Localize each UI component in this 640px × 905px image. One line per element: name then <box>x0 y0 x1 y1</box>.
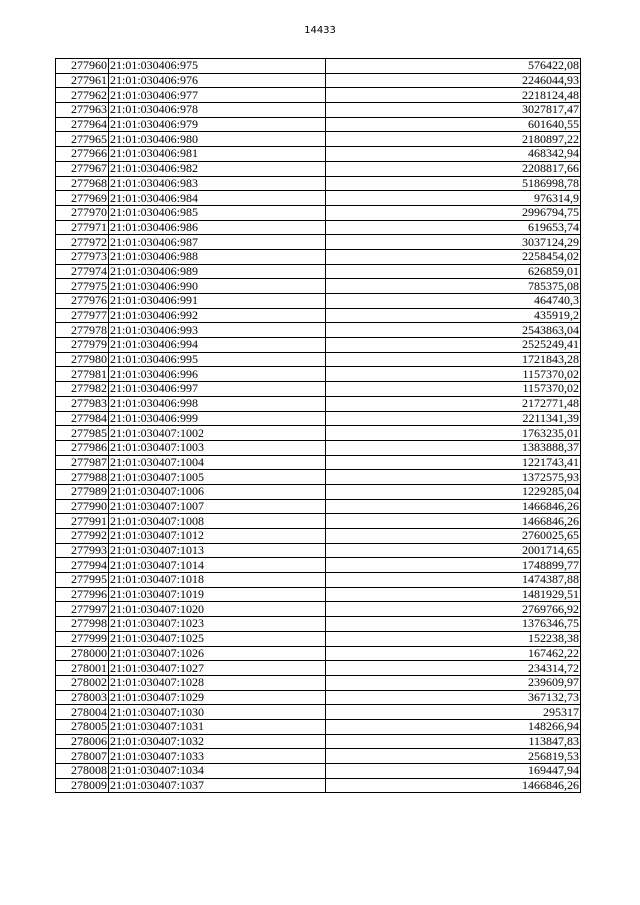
table-row <box>56 631 581 646</box>
cadastral-value-cell: 1763235,01 <box>326 426 581 441</box>
cadastral-value-cell: 1372575,93 <box>326 470 581 485</box>
cadastral-value-cell: 2769766,92 <box>326 602 581 617</box>
cadastral-value-cell: 1229285,04 <box>326 484 581 499</box>
cadastral-value-cell: 2172771,48 <box>326 396 581 411</box>
table-row <box>56 117 581 132</box>
table-row <box>56 205 581 220</box>
row-id-cell: 277974 <box>56 264 109 279</box>
table-row <box>56 147 581 162</box>
cadastral-value-cell: 2246044,93 <box>326 73 581 88</box>
cadastral-value-cell: 2001714,65 <box>326 543 581 558</box>
cadastral-value-cell: 2525249,41 <box>326 338 581 353</box>
table-row <box>56 396 581 411</box>
table-row <box>56 279 581 294</box>
cadastral-value-cell: 619653,74 <box>326 220 581 235</box>
cadastral-number-cell: 21:01:030406:981 <box>109 147 326 162</box>
row-id-cell: 277991 <box>56 514 109 529</box>
row-id-cell: 277983 <box>56 396 109 411</box>
cadastral-number-cell: 21:01:030407:1030 <box>109 705 326 720</box>
cadastral-value-cell: 1157370,02 <box>326 367 581 382</box>
table-row <box>56 411 581 426</box>
cadastral-number-cell: 21:01:030406:980 <box>109 132 326 147</box>
row-id-cell: 277997 <box>56 602 109 617</box>
cadastral-number-cell: 21:01:030407:1025 <box>109 631 326 646</box>
table-row <box>56 426 581 441</box>
row-id-cell: 277984 <box>56 411 109 426</box>
cadastral-value-cell: 435919,2 <box>326 308 581 323</box>
row-id-cell: 277964 <box>56 117 109 132</box>
row-id-cell: 278008 <box>56 764 109 779</box>
table-row <box>56 382 581 397</box>
row-id-cell: 277996 <box>56 587 109 602</box>
cadastral-number-cell: 21:01:030407:1033 <box>109 749 326 764</box>
cadastral-value-cell: 1383888,37 <box>326 440 581 455</box>
cadastral-value-cell: 626859,01 <box>326 264 581 279</box>
cadastral-number-cell: 21:01:030407:1026 <box>109 646 326 661</box>
cadastral-number-cell: 21:01:030406:990 <box>109 279 326 294</box>
table-row <box>56 661 581 676</box>
cadastral-number-cell: 21:01:030407:1031 <box>109 719 326 734</box>
cadastral-number-cell: 21:01:030406:997 <box>109 382 326 397</box>
cadastral-value-cell: 1466846,26 <box>326 778 581 793</box>
cadastral-value-cell: 5186998,78 <box>326 176 581 191</box>
cadastral-number-cell: 21:01:030407:1005 <box>109 470 326 485</box>
cadastral-value-cell: 148266,94 <box>326 719 581 734</box>
cadastral-number-cell: 21:01:030406:979 <box>109 117 326 132</box>
table-row <box>56 690 581 705</box>
table-row <box>56 558 581 573</box>
row-id-cell: 277987 <box>56 455 109 470</box>
row-id-cell: 277989 <box>56 484 109 499</box>
table-body <box>56 59 581 793</box>
cadastral-value-cell: 2180897,22 <box>326 132 581 147</box>
table-row <box>56 294 581 309</box>
cadastral-number-cell: 21:01:030406:976 <box>109 73 326 88</box>
cadastral-number-cell: 21:01:030407:1020 <box>109 602 326 617</box>
table-row <box>56 749 581 764</box>
row-id-cell: 277999 <box>56 631 109 646</box>
row-id-cell: 277969 <box>56 191 109 206</box>
cadastral-value-cell: 1474387,88 <box>326 573 581 588</box>
row-id-cell: 278003 <box>56 690 109 705</box>
cadastral-value-cell: 1721843,28 <box>326 352 581 367</box>
table-row <box>56 499 581 514</box>
table-row <box>56 176 581 191</box>
cadastral-value-cell: 2760025,65 <box>326 529 581 544</box>
cadastral-value-cell: 234314,72 <box>326 661 581 676</box>
table-row <box>56 543 581 558</box>
cadastral-number-cell: 21:01:030407:1006 <box>109 484 326 499</box>
cadastral-number-cell: 21:01:030407:1027 <box>109 661 326 676</box>
row-id-cell: 277979 <box>56 338 109 353</box>
cadastral-number-cell: 21:01:030407:1012 <box>109 529 326 544</box>
cadastral-number-cell: 21:01:030406:975 <box>109 59 326 74</box>
table-row <box>56 73 581 88</box>
row-id-cell: 278001 <box>56 661 109 676</box>
cadastral-number-cell: 21:01:030406:992 <box>109 308 326 323</box>
cadastral-number-cell: 21:01:030406:998 <box>109 396 326 411</box>
table-row <box>56 220 581 235</box>
table-row <box>56 587 581 602</box>
table-row <box>56 529 581 544</box>
cadastral-number-cell: 21:01:030406:988 <box>109 249 326 264</box>
table-row <box>56 191 581 206</box>
table-row <box>56 308 581 323</box>
cadastral-value-cell: 3027817,47 <box>326 103 581 118</box>
cadastral-value-cell: 295317 <box>326 705 581 720</box>
cadastral-number-cell: 21:01:030406:985 <box>109 205 326 220</box>
cadastral-number-cell: 21:01:030406:994 <box>109 338 326 353</box>
table-row <box>56 719 581 734</box>
row-id-cell: 277966 <box>56 147 109 162</box>
cadastral-value-cell: 152238,38 <box>326 631 581 646</box>
cadastral-number-cell: 21:01:030406:996 <box>109 367 326 382</box>
cadastral-number-cell: 21:01:030406:977 <box>109 88 326 103</box>
cadastral-value-cell: 1221743,41 <box>326 455 581 470</box>
table-row <box>56 59 581 74</box>
table-row <box>56 323 581 338</box>
cadastral-value-cell: 2543863,04 <box>326 323 581 338</box>
row-id-cell: 277972 <box>56 235 109 250</box>
row-id-cell: 277968 <box>56 176 109 191</box>
cadastral-value-cell: 2208817,66 <box>326 161 581 176</box>
row-id-cell: 278002 <box>56 675 109 690</box>
cadastral-number-cell: 21:01:030406:987 <box>109 235 326 250</box>
cadastral-number-cell: 21:01:030406:995 <box>109 352 326 367</box>
table-row <box>56 249 581 264</box>
cadastral-value-cell: 1466846,26 <box>326 499 581 514</box>
cadastral-number-cell: 21:01:030406:986 <box>109 220 326 235</box>
table-row <box>56 764 581 779</box>
row-id-cell: 277967 <box>56 161 109 176</box>
cadastral-number-cell: 21:01:030407:1032 <box>109 734 326 749</box>
cadastral-value-cell: 2218124,48 <box>326 88 581 103</box>
row-id-cell: 278000 <box>56 646 109 661</box>
cadastral-value-cell: 367132,73 <box>326 690 581 705</box>
row-id-cell: 277965 <box>56 132 109 147</box>
row-id-cell: 277986 <box>56 440 109 455</box>
row-id-cell: 278006 <box>56 734 109 749</box>
table-row <box>56 484 581 499</box>
row-id-cell: 277981 <box>56 367 109 382</box>
cadastral-number-cell: 21:01:030407:1007 <box>109 499 326 514</box>
table-row <box>56 132 581 147</box>
row-id-cell: 277990 <box>56 499 109 514</box>
row-id-cell: 277978 <box>56 323 109 338</box>
cadastral-number-cell: 21:01:030406:999 <box>109 411 326 426</box>
row-id-cell: 278005 <box>56 719 109 734</box>
row-id-cell: 278007 <box>56 749 109 764</box>
table-row <box>56 264 581 279</box>
cadastral-number-cell: 21:01:030407:1034 <box>109 764 326 779</box>
row-id-cell: 277971 <box>56 220 109 235</box>
table-row <box>56 778 581 793</box>
cadastral-number-cell: 21:01:030407:1018 <box>109 573 326 588</box>
row-id-cell: 277998 <box>56 617 109 632</box>
table-row <box>56 617 581 632</box>
row-id-cell: 277992 <box>56 529 109 544</box>
cadastral-number-cell: 21:01:030406:991 <box>109 294 326 309</box>
cadastral-value-cell: 169447,94 <box>326 764 581 779</box>
cadastral-number-cell: 21:01:030406:982 <box>109 161 326 176</box>
table-row <box>56 338 581 353</box>
cadastral-number-cell: 21:01:030406:984 <box>109 191 326 206</box>
row-id-cell: 277994 <box>56 558 109 573</box>
table-row <box>56 734 581 749</box>
cadastral-value-cell: 1748899,77 <box>326 558 581 573</box>
table-row <box>56 103 581 118</box>
row-id-cell: 278009 <box>56 778 109 793</box>
cadastral-value-cell: 113847,83 <box>326 734 581 749</box>
cadastral-value-cell: 239609,97 <box>326 675 581 690</box>
row-id-cell: 277980 <box>56 352 109 367</box>
table-row <box>56 88 581 103</box>
row-id-cell: 277970 <box>56 205 109 220</box>
cadastral-value-cell: 576422,08 <box>326 59 581 74</box>
table-row <box>56 602 581 617</box>
row-id-cell: 277995 <box>56 573 109 588</box>
row-id-cell: 277962 <box>56 88 109 103</box>
row-id-cell: 277963 <box>56 103 109 118</box>
row-id-cell: 277973 <box>56 249 109 264</box>
cadastral-number-cell: 21:01:030407:1014 <box>109 558 326 573</box>
row-id-cell: 277988 <box>56 470 109 485</box>
cadastral-number-cell: 21:01:030407:1004 <box>109 455 326 470</box>
row-id-cell: 278004 <box>56 705 109 720</box>
cadastral-value-cell: 1157370,02 <box>326 382 581 397</box>
cadastral-value-cell: 2258454,02 <box>326 249 581 264</box>
table-row <box>56 367 581 382</box>
cadastral-number-cell: 21:01:030407:1002 <box>109 426 326 441</box>
cadastral-value-cell: 167462,22 <box>326 646 581 661</box>
row-id-cell: 277993 <box>56 543 109 558</box>
cadastral-value-cell: 1481929,51 <box>326 587 581 602</box>
table-row <box>56 573 581 588</box>
row-id-cell: 277977 <box>56 308 109 323</box>
cadastral-value-cell: 256819,53 <box>326 749 581 764</box>
cadastral-value-cell: 785375,08 <box>326 279 581 294</box>
cadastral-value-cell: 3037124,29 <box>326 235 581 250</box>
table-row <box>56 705 581 720</box>
table-row <box>56 352 581 367</box>
cadastral-value-cell: 601640,55 <box>326 117 581 132</box>
row-id-cell: 277982 <box>56 382 109 397</box>
cadastral-value-cell: 1376346,75 <box>326 617 581 632</box>
cadastral-number-cell: 21:01:030407:1029 <box>109 690 326 705</box>
row-id-cell: 277961 <box>56 73 109 88</box>
row-id-cell: 277975 <box>56 279 109 294</box>
table-row <box>56 440 581 455</box>
cadastral-number-cell: 21:01:030407:1013 <box>109 543 326 558</box>
row-id-cell: 277960 <box>56 59 109 74</box>
cadastral-number-cell: 21:01:030407:1003 <box>109 440 326 455</box>
cadastral-value-cell: 468342,94 <box>326 147 581 162</box>
cadastral-number-cell: 21:01:030407:1019 <box>109 587 326 602</box>
cadastral-value-cell: 2211341,39 <box>326 411 581 426</box>
cadastral-number-cell: 21:01:030407:1028 <box>109 675 326 690</box>
cadastral-value-cell: 976314,9 <box>326 191 581 206</box>
table-row <box>56 470 581 485</box>
cadastral-number-cell: 21:01:030406:983 <box>109 176 326 191</box>
table-row <box>56 646 581 661</box>
cadastral-value-table <box>55 58 581 793</box>
table-row <box>56 455 581 470</box>
page-number: 14433 <box>304 25 336 36</box>
cadastral-number-cell: 21:01:030407:1023 <box>109 617 326 632</box>
cadastral-number-cell: 21:01:030406:989 <box>109 264 326 279</box>
cadastral-number-cell: 21:01:030406:993 <box>109 323 326 338</box>
cadastral-number-cell: 21:01:030407:1037 <box>109 778 326 793</box>
table-row <box>56 675 581 690</box>
row-id-cell: 277976 <box>56 294 109 309</box>
cadastral-number-cell: 21:01:030407:1008 <box>109 514 326 529</box>
cadastral-number-cell: 21:01:030406:978 <box>109 103 326 118</box>
row-id-cell: 277985 <box>56 426 109 441</box>
table-row <box>56 235 581 250</box>
table-row <box>56 514 581 529</box>
table-row <box>56 161 581 176</box>
cadastral-value-cell: 464740,3 <box>326 294 581 309</box>
cadastral-value-cell: 1466846,26 <box>326 514 581 529</box>
cadastral-value-cell: 2996794,75 <box>326 205 581 220</box>
